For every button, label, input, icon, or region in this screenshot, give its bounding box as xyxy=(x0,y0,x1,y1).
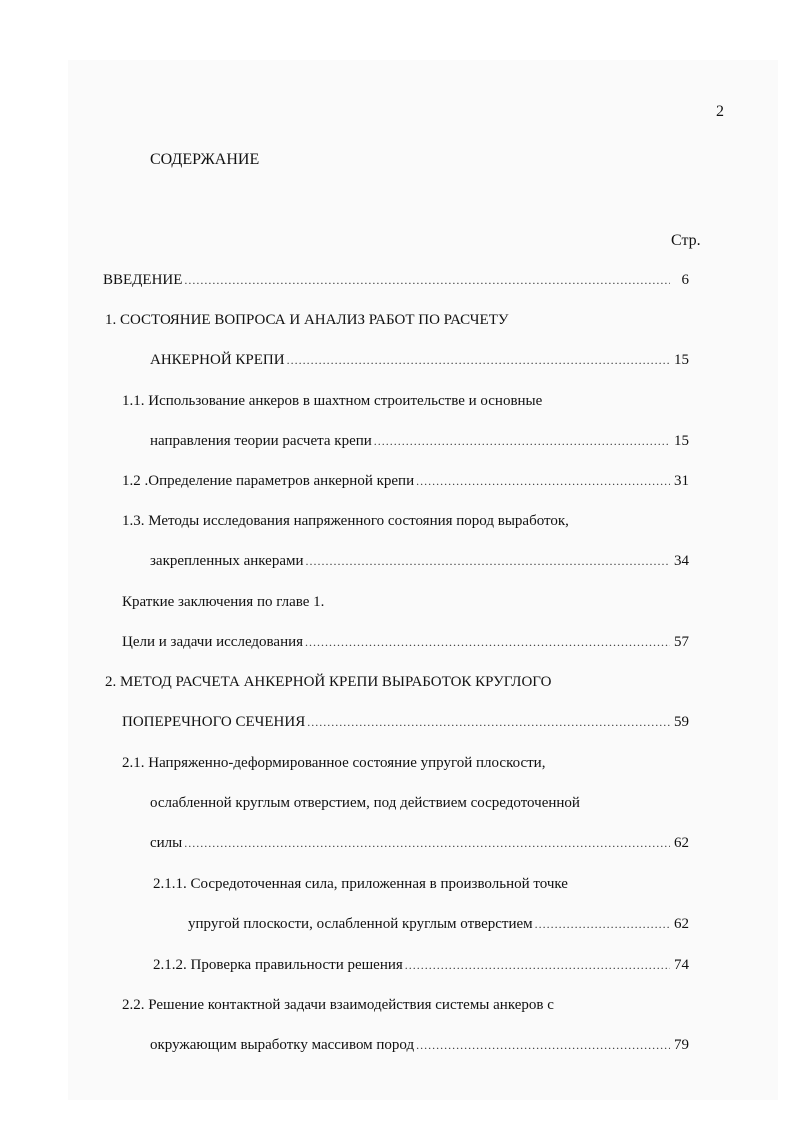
toc-entry-2-1-2 xyxy=(153,955,689,975)
toc-entry-title: ПОПЕРЕЧНОГО СЕЧЕНИЯ xyxy=(122,714,306,730)
toc-entry-title: Цели и задачи исследования xyxy=(122,634,304,650)
toc-entry-conclusions-1: Краткие заключения по главе 1. xyxy=(122,594,325,610)
dot-leader xyxy=(374,431,670,451)
toc-entry-2-1: 2.1. Напряженно-деформированное состояние упругой плоскости, xyxy=(122,755,546,771)
dot-leader xyxy=(287,350,670,370)
toc-entry-title: силы xyxy=(150,835,183,851)
toc-entry-page: 57 xyxy=(674,634,689,650)
toc-entry-1-3: 1.3. Методы исследования напряженного состояния пород выработок, xyxy=(122,513,569,529)
toc-entry-introduction xyxy=(103,270,689,290)
toc-entry-title: упругой плоскости, ослабленной круглым отверстием xyxy=(188,916,533,932)
dot-leader xyxy=(184,833,670,853)
dot-leader xyxy=(307,712,670,732)
toc-entry-page: 15 xyxy=(674,433,689,449)
toc-entry-1-1-cont xyxy=(150,431,689,451)
toc-entry-chapter-1: 1. СОСТОЯНИЕ ВОПРОСА И АНАЛИЗ РАБОТ ПО РАСЧЕТУ xyxy=(105,312,509,328)
dot-leader xyxy=(416,471,670,491)
toc-entry-title: АНКЕРНОЙ КРЕПИ xyxy=(150,352,285,368)
dot-leader xyxy=(305,632,670,652)
toc-entry-1-1: 1.1. Использование анкеров в шахтном строительстве и основные xyxy=(122,393,543,409)
toc-entry-title: окружающим выработку массивом пород xyxy=(150,1037,415,1053)
toc-entry-2-1-cont: ослабленной круглым отверстием, под действием сосредоточенной xyxy=(150,795,580,811)
toc-heading: СОДЕРЖАНИЕ xyxy=(150,151,260,168)
toc-entry-page: 15 xyxy=(674,352,689,368)
page-number: 2 xyxy=(716,103,724,120)
toc-entry-2-2: 2.2. Решение контактной задачи взаимодействия системы анкеров с xyxy=(122,997,554,1013)
toc-entry-title: ВВЕДЕНИЕ xyxy=(103,272,183,288)
page-sheet xyxy=(68,60,778,1100)
toc-entry-1-3-cont xyxy=(150,551,689,571)
toc-entry-2-1-1-cont xyxy=(188,914,689,934)
toc-entry-1-2 xyxy=(122,471,689,491)
toc-entry-page: 34 xyxy=(674,553,689,569)
toc-entry-title: закрепленных анкерами xyxy=(150,553,304,569)
toc-entry-page: 62 xyxy=(674,835,689,851)
toc-entry-page: 31 xyxy=(674,473,689,489)
toc-entry-chapter-2-cont xyxy=(122,712,689,732)
toc-entry-2-1-end xyxy=(150,833,689,853)
dot-leader xyxy=(184,270,670,290)
toc-entry-title: направления теории расчета крепи xyxy=(150,433,372,449)
toc-entry-title: 1.2 .Определение параметров анкерной крепи xyxy=(122,473,415,489)
toc-entry-page: 59 xyxy=(674,714,689,730)
toc-entry-goals xyxy=(122,632,689,652)
toc-entry-page: 79 xyxy=(674,1037,689,1053)
dot-leader xyxy=(306,551,670,571)
page-column-label: Стр. xyxy=(671,232,701,249)
toc-entry-chapter-2: 2. МЕТОД РАСЧЕТА АНКЕРНОЙ КРЕПИ ВЫРАБОТОК КРУГЛОГО xyxy=(105,674,552,690)
toc-entry-page: 74 xyxy=(674,957,689,973)
dot-leader xyxy=(535,914,670,934)
toc-entry-title: 2.1.2. Проверка правильности решения xyxy=(153,957,403,973)
dot-leader xyxy=(416,1035,670,1055)
toc-entry-2-2-cont xyxy=(150,1035,689,1055)
toc-entry-chapter-1-cont xyxy=(150,350,689,370)
toc-entry-page: 62 xyxy=(674,916,689,932)
dot-leader xyxy=(405,955,670,975)
toc-entry-page: 6 xyxy=(681,272,689,288)
toc-entry-2-1-1: 2.1.1. Сосредоточенная сила, приложенная в произвольной точке xyxy=(153,876,568,892)
